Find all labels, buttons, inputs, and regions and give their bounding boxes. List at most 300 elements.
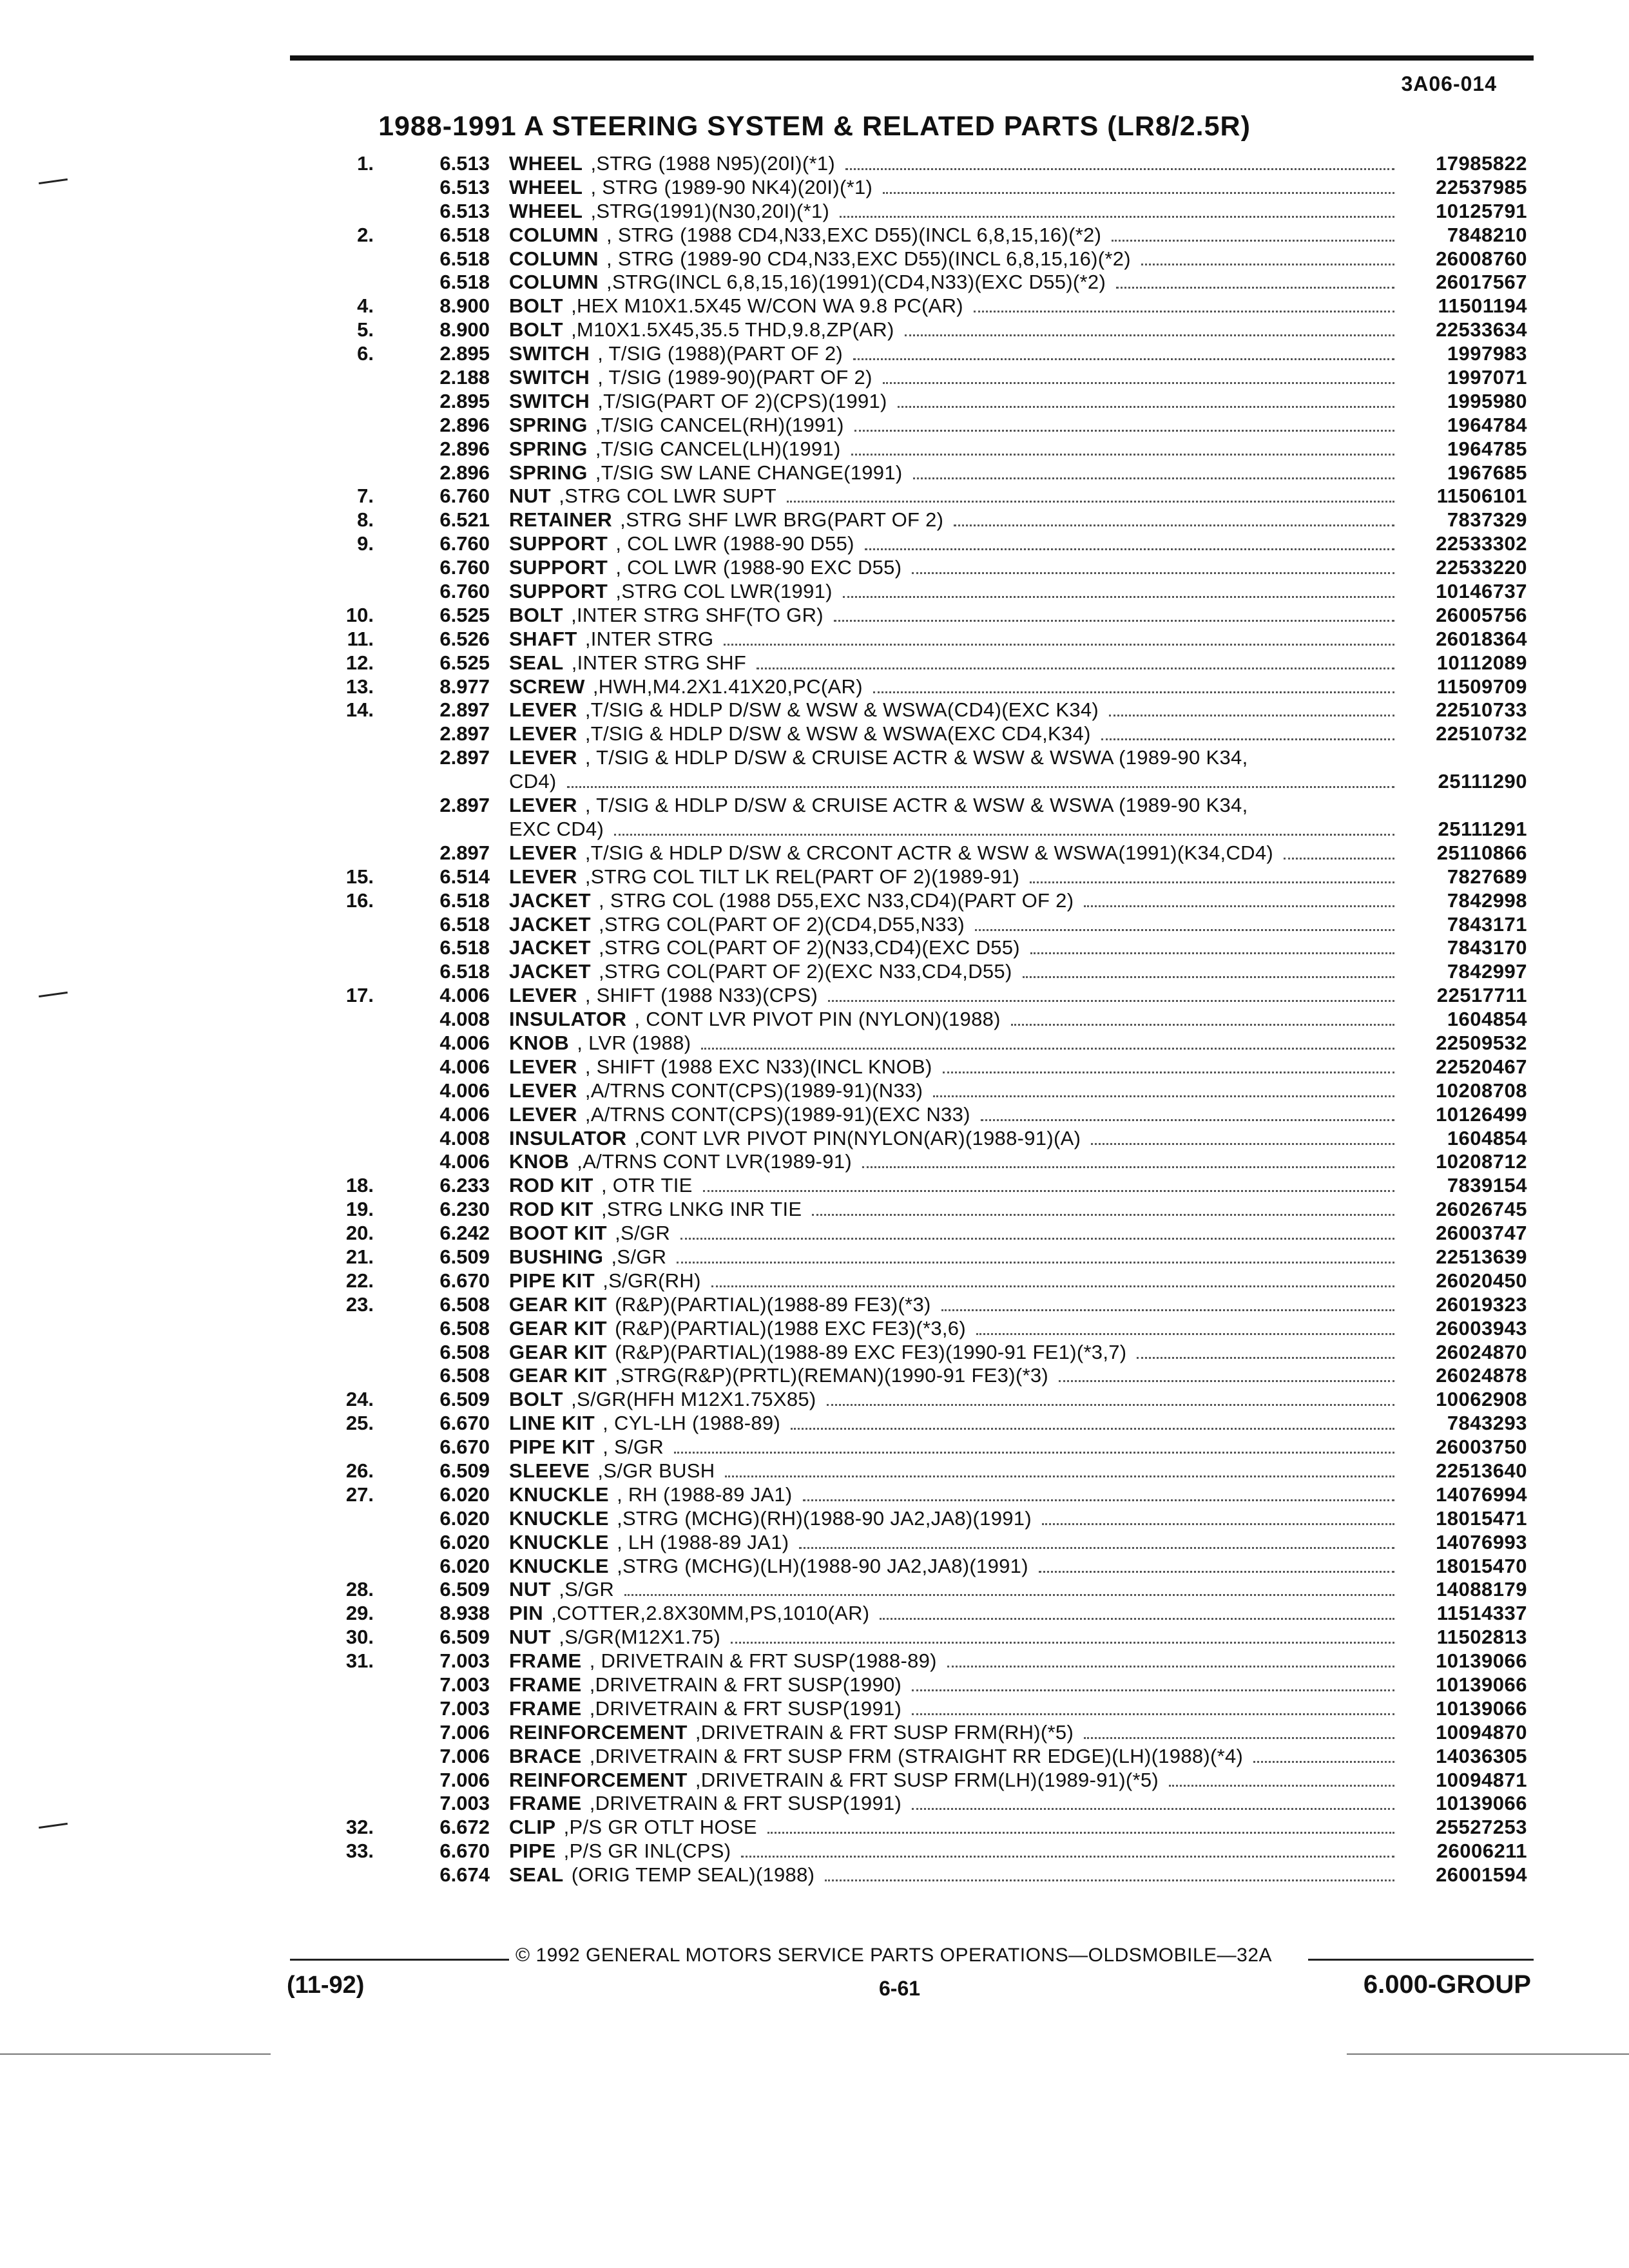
part-detail: , LVR (1988) — [577, 1031, 691, 1054]
ref-number: 28. — [345, 1578, 374, 1601]
part-number: 7839154 — [1447, 1174, 1527, 1197]
part-name: BOLT — [509, 294, 564, 318]
part-name: SCREW — [509, 675, 585, 698]
part-detail: , T/SIG & HDLP D/SW & CRUISE ACTR & WSW & WSWA (1989-90 K34, — [584, 746, 1248, 769]
table-row — [303, 698, 1527, 722]
table-row — [303, 1150, 1527, 1174]
part-detail: ,STRG COL TILT LK REL(PART OF 2)(1989-91) — [584, 865, 1020, 888]
ref-number: 23. — [345, 1293, 374, 1316]
part-description — [509, 1626, 1527, 1649]
part-description — [509, 485, 1527, 508]
table-row — [303, 984, 1527, 1008]
ref-number: 32. — [345, 1816, 374, 1839]
part-name: SEAL — [509, 651, 564, 674]
table-row — [303, 1127, 1527, 1151]
part-name: JACKET — [509, 936, 592, 959]
part-description — [509, 1079, 1527, 1103]
part-number: 22533634 — [1436, 318, 1527, 341]
part-number: 7842998 — [1447, 889, 1527, 912]
group-number: 7.006 — [439, 1768, 490, 1791]
part-description — [509, 532, 1527, 556]
part-detail: , COL LWR (1988-90 D55) — [615, 532, 854, 555]
group-number: 6.508 — [439, 1316, 490, 1340]
part-number: 17985822 — [1436, 152, 1527, 175]
ref-number: 4. — [357, 294, 374, 318]
part-name: CLIP — [509, 1816, 556, 1839]
part-number: 22533302 — [1436, 532, 1527, 555]
leader-dots — [828, 1000, 1394, 1002]
table-row — [303, 675, 1527, 699]
group-number: 2.896 — [439, 413, 490, 436]
part-number: 11514337 — [1436, 1602, 1527, 1625]
leader-dots — [725, 1475, 1394, 1477]
ref-number: 15. — [345, 865, 374, 888]
part-description — [509, 818, 1527, 841]
part-number: 10139066 — [1436, 1792, 1527, 1815]
leader-dots — [703, 1190, 1394, 1192]
table-row — [303, 1222, 1527, 1245]
part-description — [509, 1388, 1527, 1412]
part-detail: , STRG COL (1988 D55,EXC N33,CD4)(PART OF 2) — [599, 889, 1074, 912]
part-number: 22517711 — [1436, 984, 1527, 1007]
group-number: 6.513 — [439, 175, 490, 198]
part-number: 26017567 — [1436, 271, 1527, 294]
table-row — [303, 1578, 1527, 1602]
part-name: PIPE KIT — [509, 1436, 595, 1459]
ref-number: 13. — [345, 675, 374, 698]
leader-dots — [880, 1618, 1394, 1620]
part-detail: ,DRIVETRAIN & FRT SUSP FRM(RH)(*5) — [695, 1720, 1074, 1744]
part-description — [509, 318, 1527, 342]
part-detail: , RH (1988-89 JA1) — [617, 1483, 793, 1506]
part-number: 26018364 — [1436, 627, 1527, 650]
part-description — [509, 342, 1527, 366]
part-number: 7837329 — [1447, 508, 1527, 532]
part-detail: , LH (1988-89 JA1) — [617, 1530, 789, 1553]
leader-dots — [851, 454, 1394, 456]
leader-dots — [1011, 1024, 1394, 1026]
part-detail: ,M10X1.5X45,35.5 THD,9.8,ZP(AR) — [571, 318, 894, 341]
leader-dots — [803, 1499, 1394, 1501]
group-number: 6.525 — [439, 651, 490, 674]
part-number: 1995980 — [1447, 389, 1527, 412]
leader-dots — [741, 1856, 1394, 1858]
part-name: GEAR KIT — [509, 1316, 608, 1340]
table-row — [303, 604, 1527, 628]
part-number: 18015470 — [1436, 1554, 1527, 1577]
part-description — [509, 1055, 1527, 1079]
part-number: 10062908 — [1436, 1388, 1527, 1411]
part-number: 26003750 — [1436, 1436, 1527, 1459]
leader-dots — [1030, 952, 1394, 954]
group-number: 2.897 — [439, 794, 490, 817]
table-row — [303, 1008, 1527, 1032]
group-number: 4.006 — [439, 1031, 490, 1054]
group-number: 6.670 — [439, 1436, 490, 1459]
table-row — [303, 580, 1527, 604]
leader-dots — [1116, 287, 1394, 289]
part-description — [509, 437, 1527, 461]
table-row — [303, 437, 1527, 461]
part-name: LEVER — [509, 698, 577, 722]
leader-dots — [912, 1689, 1394, 1691]
part-detail: , STRG (1989-90 CD4,N33,EXC D55)(INCL 6,8,15,16)(*2) — [606, 247, 1131, 270]
part-detail: ,P/S GR INL(CPS) — [563, 1840, 731, 1863]
group-number: 6.020 — [439, 1483, 490, 1506]
part-description — [509, 1745, 1527, 1769]
part-number: 10125791 — [1436, 199, 1527, 222]
part-number: 1997071 — [1447, 366, 1527, 389]
group-number: 6.242 — [439, 1222, 490, 1245]
table-row — [303, 1840, 1527, 1863]
part-name: JACKET — [509, 912, 592, 936]
part-detail: , T/SIG (1989-90)(PART OF 2) — [597, 366, 872, 389]
part-description — [509, 294, 1527, 318]
part-detail: ,T/SIG & HDLP D/SW & WSW & WSWA(CD4)(EXC K34) — [584, 698, 1099, 722]
part-detail: (R&P)(PARTIAL)(1988-89 FE3)(*3) — [615, 1293, 931, 1316]
table-row — [303, 342, 1527, 366]
table-row — [303, 1602, 1527, 1626]
group-number: 6.020 — [439, 1530, 490, 1553]
part-number: 10139066 — [1436, 1696, 1527, 1720]
part-description — [509, 651, 1527, 675]
table-row — [303, 176, 1527, 200]
part-name: SHAFT — [509, 627, 577, 650]
part-number: 7843170 — [1447, 936, 1527, 959]
part-name: KNOB — [509, 1031, 570, 1054]
ref-number: 30. — [345, 1626, 374, 1649]
part-name: COLUMN — [509, 223, 599, 246]
table-row — [303, 1317, 1527, 1341]
leader-dots — [853, 358, 1394, 360]
leader-dots — [898, 406, 1394, 408]
part-description — [509, 1531, 1527, 1555]
part-number: 1604854 — [1447, 1008, 1527, 1031]
part-detail: ,INTER STRG SHF(TO GR) — [571, 603, 824, 626]
part-name: PIPE KIT — [509, 1269, 595, 1292]
leader-dots — [767, 1832, 1394, 1834]
part-number: 1997983 — [1447, 342, 1527, 365]
table-row — [303, 1507, 1527, 1531]
part-name: LEVER — [509, 794, 577, 817]
ref-number: 26. — [345, 1459, 374, 1482]
group-number: 6.509 — [439, 1626, 490, 1649]
leader-dots — [845, 168, 1394, 170]
ref-number: 21. — [345, 1245, 374, 1268]
ref-number: 12. — [345, 651, 374, 674]
leader-dots — [834, 620, 1394, 622]
part-name: SPRING — [509, 461, 588, 484]
part-name: JACKET — [509, 960, 592, 983]
group-number: 6.518 — [439, 271, 490, 294]
part-name: BOLT — [509, 1388, 564, 1411]
group-number: 6.670 — [439, 1840, 490, 1863]
part-detail: ,STRG(R&P)(PRTL)(REMAN)(1990-91 FE3)(*3) — [615, 1364, 1048, 1387]
table-row — [303, 1103, 1527, 1127]
part-detail: ,T/SIG(PART OF 2)(CPS)(1991) — [597, 389, 887, 412]
leader-dots — [933, 1095, 1394, 1097]
part-detail: ,STRG LNKG INR TIE — [601, 1198, 802, 1221]
group-number: 2.897 — [439, 722, 490, 745]
group-number: 7.006 — [439, 1744, 490, 1767]
leader-dots — [883, 192, 1394, 194]
table-row — [303, 1459, 1527, 1483]
part-description — [509, 1816, 1527, 1840]
ref-number: 20. — [345, 1222, 374, 1245]
group-number: 4.008 — [439, 1008, 490, 1031]
table-row — [303, 865, 1527, 889]
part-number: 7842997 — [1447, 960, 1527, 983]
group-number: 6.508 — [439, 1293, 490, 1316]
part-description — [509, 1863, 1527, 1887]
leader-dots — [854, 430, 1394, 432]
part-description — [509, 414, 1527, 437]
ref-number: 6. — [357, 342, 374, 365]
part-detail: , OTR TIE — [601, 1174, 693, 1197]
part-number: 26003747 — [1436, 1222, 1527, 1245]
part-detail: ,T/SIG CANCEL(LH)(1991) — [595, 437, 841, 460]
group-number: 8.938 — [439, 1602, 490, 1625]
part-name: SUPPORT — [509, 556, 608, 579]
date-code: (11-92) — [287, 1972, 365, 1999]
part-description — [509, 1459, 1527, 1483]
group-number: 6.525 — [439, 603, 490, 626]
table-row — [303, 1269, 1527, 1293]
table-row — [303, 414, 1527, 437]
part-detail: , COL LWR (1988-90 EXC D55) — [615, 556, 902, 579]
leader-dots — [1084, 1737, 1394, 1739]
part-name: SPRING — [509, 413, 588, 436]
scan-line — [0, 2053, 271, 2055]
page-number: 6-61 — [879, 1977, 921, 2000]
table-row — [303, 1626, 1527, 1649]
part-description — [509, 841, 1527, 865]
part-description — [509, 936, 1527, 960]
part-number: 26019323 — [1436, 1293, 1527, 1316]
ref-number: 22. — [345, 1269, 374, 1292]
part-description — [509, 1555, 1527, 1579]
leader-dots — [827, 1404, 1394, 1406]
leader-dots — [912, 572, 1394, 574]
part-number: 25527253 — [1436, 1816, 1527, 1839]
part-name: PIPE — [509, 1840, 556, 1863]
group-number: 6.518 — [439, 936, 490, 959]
part-name: GEAR KIT — [509, 1340, 608, 1363]
part-detail: ,INTER STRG — [584, 627, 714, 650]
part-number: 22509532 — [1436, 1031, 1527, 1054]
table-row — [303, 1341, 1527, 1365]
table-row — [303, 1174, 1527, 1198]
group-number: 6.508 — [439, 1340, 490, 1363]
part-detail: ,DRIVETRAIN & FRT SUSP FRM (STRAIGHT RR EDGE)(LH)(1988)(*4) — [589, 1744, 1244, 1767]
part-name: ROD KIT — [509, 1174, 593, 1197]
table-row — [303, 1721, 1527, 1745]
leader-dots — [883, 382, 1394, 384]
part-number: 14036305 — [1436, 1744, 1527, 1767]
group-number: 6.230 — [439, 1198, 490, 1221]
group-number: 6.760 — [439, 556, 490, 579]
leader-dots — [974, 311, 1394, 312]
part-name: REINFORCEMENT — [509, 1720, 688, 1744]
part-detail: ,DRIVETRAIN & FRT SUSP(1991) — [589, 1792, 902, 1815]
part-name: LEVER — [509, 865, 577, 888]
part-detail: , SHIFT (1988 EXC N33)(INCL KNOB) — [584, 1055, 932, 1078]
part-name: KNUCKLE — [509, 1483, 610, 1506]
table-row — [303, 1531, 1527, 1555]
table-row — [303, 1649, 1527, 1673]
leader-dots — [731, 1642, 1394, 1644]
group-number: 6.508 — [439, 1364, 490, 1387]
part-detail: ,STRG COL LWR SUPT — [559, 485, 777, 508]
leader-dots — [912, 1808, 1394, 1810]
part-description — [509, 1697, 1527, 1721]
part-name: SUPPORT — [509, 532, 608, 555]
leader-dots — [862, 1166, 1394, 1168]
table-row — [303, 461, 1527, 485]
part-number: 25110866 — [1436, 841, 1527, 864]
group-number: 6.509 — [439, 1388, 490, 1411]
ref-number: 29. — [345, 1602, 374, 1625]
part-detail: , SHIFT (1988 N33)(CPS) — [584, 984, 818, 1007]
part-name: BUSHING — [509, 1245, 604, 1268]
group-number: 8.977 — [439, 675, 490, 698]
part-description — [509, 200, 1527, 224]
part-name: NUT — [509, 1578, 552, 1601]
part-number: 22513639 — [1436, 1245, 1527, 1268]
part-name: KNUCKLE — [509, 1554, 610, 1577]
part-name: WHEEL — [509, 199, 583, 222]
table-row — [303, 1863, 1527, 1887]
part-number: 25111290 — [1438, 770, 1527, 793]
part-number: 26024870 — [1436, 1340, 1527, 1363]
part-detail: ,T/SIG & HDLP D/SW & WSW & WSWA(EXC CD4,K34) — [584, 722, 1091, 745]
part-number: 10208712 — [1436, 1150, 1527, 1173]
part-number: 26001594 — [1436, 1863, 1527, 1887]
ref-number: 2. — [357, 223, 374, 246]
part-detail: ,A/TRNS CONT(CPS)(1989-91)(EXC N33) — [584, 1102, 970, 1126]
group-number: 8.900 — [439, 294, 490, 318]
table-row — [303, 294, 1527, 318]
table-row — [303, 1436, 1527, 1459]
group-number: 8.900 — [439, 318, 490, 341]
ref-number: 33. — [345, 1840, 374, 1863]
part-detail: ,A/TRNS CONT LVR(1989-91) — [577, 1150, 852, 1173]
leader-dots — [947, 1666, 1394, 1667]
part-detail: ,A/TRNS CONT(CPS)(1989-91)(N33) — [584, 1079, 923, 1102]
part-detail: , CONT LVR PIVOT PIN (NYLON)(1988) — [634, 1008, 1001, 1031]
part-detail: ,S/GR — [559, 1578, 615, 1601]
part-name: SLEEVE — [509, 1459, 590, 1482]
part-detail: , STRG (1988 CD4,N33,EXC D55)(INCL 6,8,15,16)(*2) — [606, 223, 1102, 246]
part-name: SWITCH — [509, 342, 590, 365]
part-detail: (R&P)(PARTIAL)(1988 EXC FE3)(*3,6) — [615, 1316, 966, 1340]
part-description — [509, 1649, 1527, 1673]
ref-number: 17. — [345, 984, 374, 1007]
leader-dots — [1109, 715, 1394, 716]
part-name: BOOT KIT — [509, 1222, 608, 1245]
group-number: 6.760 — [439, 532, 490, 555]
table-row — [303, 1792, 1527, 1816]
ref-number: 7. — [357, 485, 374, 508]
part-description — [509, 1578, 1527, 1602]
ref-number: 19. — [345, 1198, 374, 1221]
part-number: 11502813 — [1436, 1626, 1527, 1649]
part-number: 10139066 — [1436, 1649, 1527, 1673]
table-row — [303, 1293, 1527, 1317]
table-row — [303, 1555, 1527, 1579]
part-detail: ,STRG (MCHG)(LH)(1988-90 JA2,JA8)(1991) — [617, 1554, 1028, 1577]
leader-dots — [912, 1713, 1394, 1715]
part-detail: EXC CD4) — [509, 817, 604, 840]
leader-dots — [1253, 1761, 1394, 1763]
group-number: 6.518 — [439, 223, 490, 246]
group-number: 6.020 — [439, 1506, 490, 1530]
table-row — [303, 200, 1527, 224]
part-name: FRAME — [509, 1649, 582, 1673]
group-number: 6.514 — [439, 865, 490, 888]
leader-dots — [680, 1238, 1394, 1240]
part-detail: ,DRIVETRAIN & FRT SUSP(1990) — [589, 1673, 902, 1696]
part-detail: ,STRG(1991)(N30,20I)(*1) — [590, 199, 830, 222]
part-description — [509, 390, 1527, 414]
table-row — [303, 818, 1527, 841]
margin-mark — [39, 992, 68, 997]
table-row — [303, 913, 1527, 937]
table-row — [303, 889, 1527, 913]
group-number: 7.006 — [439, 1720, 490, 1744]
table-row — [303, 1745, 1527, 1769]
part-number: 18015471 — [1436, 1506, 1527, 1530]
part-detail: ,S/GR BUSH — [597, 1459, 715, 1482]
part-description — [509, 722, 1527, 746]
group-number: 6.518 — [439, 912, 490, 936]
leader-dots — [941, 1309, 1394, 1311]
leader-dots — [943, 1072, 1394, 1073]
part-description — [509, 461, 1527, 485]
leader-dots — [1091, 1143, 1394, 1145]
part-description — [509, 913, 1527, 937]
leader-dots — [1284, 858, 1394, 860]
group-number: 2.897 — [439, 746, 490, 769]
margin-mark — [39, 1823, 68, 1829]
group-number: 6.760 — [439, 580, 490, 603]
leader-dots — [865, 548, 1394, 550]
part-number: 26006211 — [1436, 1840, 1527, 1863]
group-number: 4.006 — [439, 984, 490, 1007]
group-number: 4.006 — [439, 1150, 490, 1173]
part-description — [509, 604, 1527, 628]
table-row — [303, 628, 1527, 651]
ref-number: 10. — [345, 603, 374, 626]
part-description — [509, 1222, 1527, 1245]
part-description — [509, 580, 1527, 604]
table-row — [303, 271, 1527, 294]
part-detail: , S/GR — [602, 1436, 664, 1459]
part-detail: ,HWH,M4.2X1.41X20,PC(AR) — [592, 675, 863, 698]
group-number: 6.518 — [439, 889, 490, 912]
part-description — [509, 1602, 1527, 1626]
group-number: 4.006 — [439, 1102, 490, 1126]
leader-dots — [840, 216, 1394, 218]
part-name: REINFORCEMENT — [509, 1768, 688, 1791]
group-number: 6.670 — [439, 1269, 490, 1292]
part-description — [509, 1032, 1527, 1055]
leader-dots — [812, 1214, 1394, 1216]
table-row — [303, 1364, 1527, 1388]
top-rule — [290, 55, 1534, 61]
part-description — [509, 865, 1527, 889]
part-description — [509, 1673, 1527, 1697]
